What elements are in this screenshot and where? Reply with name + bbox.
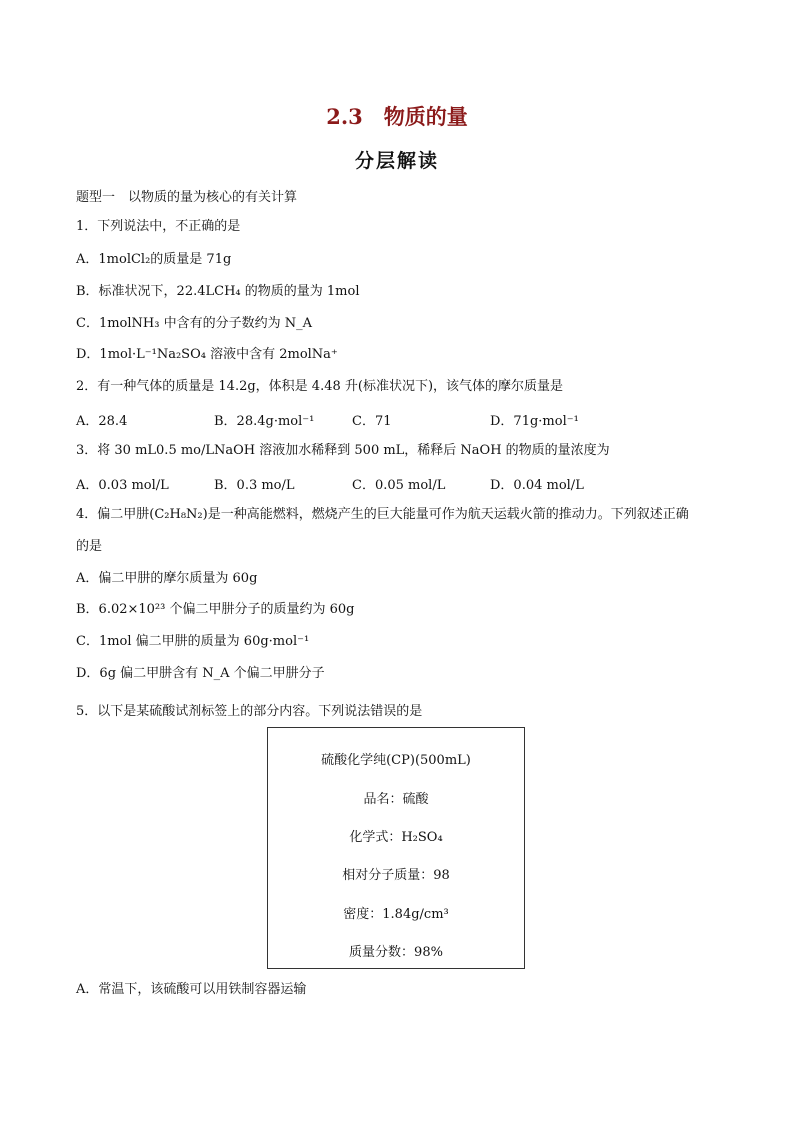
question-4-option-a: A．偏二甲肼的摩尔质量为 60g — [76, 571, 258, 586]
question-2-option-c: C．71 — [352, 414, 392, 429]
question-2-option-b: B．28.4g·mol⁻¹ — [214, 414, 315, 429]
label-line-molar-mass: 相对分子质量：98 — [342, 868, 450, 883]
question-1-option-d: D．1mol·L⁻¹Na₂SO₄ 溶液中含有 2molNa⁺ — [76, 347, 338, 362]
reagent-label-box — [267, 727, 525, 969]
question-1-option-b: B．标准状况下，22.4LCH₄ 的物质的量为 1mol — [76, 284, 360, 299]
question-5-option-a: A．常温下，该硫酸可以用铁制容器运输 — [76, 982, 307, 997]
section-title: 题型一 以物质的量为核心的有关计算 — [76, 190, 298, 205]
label-line-formula: 化学式：H₂SO₄ — [349, 830, 443, 845]
question-4-option-c: C．1mol 偏二甲肼的质量为 60g·mol⁻¹ — [76, 634, 310, 649]
question-3-stem: 3．将 30 mL0.5 mo/LNaOH 溶液加水稀释到 500 mL，稀释后 NaOH 的物质的量浓度为 — [76, 443, 610, 458]
question-2-option-a: A．28.4 — [76, 414, 128, 429]
page-subtitle: 分层解读 — [354, 150, 439, 172]
question-3-option-d: D．0.04 mol/L — [490, 478, 584, 493]
question-4-option-d: D．6g 偏二甲肼含有 N_A 个偏二甲肼分子 — [76, 666, 325, 681]
label-line-mass-fraction: 质量分数：98% — [349, 945, 443, 960]
label-line-name: 品名：硫酸 — [363, 792, 429, 807]
question-1-option-c: C．1molNH₃ 中含有的分子数约为 N_A — [76, 316, 312, 331]
question-3-option-c: C．0.05 mol/L — [352, 478, 446, 493]
label-line-grade: 硫酸化学纯(CP)(500mL) — [321, 753, 471, 768]
question-2-stem: 2．有一种气体的质量是 14.2g，体积是 4.48 升(标准状况下)，该气体的摩尔质量是 — [76, 379, 564, 394]
question-4-stem-continued: 的是 — [76, 539, 103, 554]
question-4-stem: 4．偏二甲肼(C₂H₈N₂)是一种高能燃料，燃烧产生的巨大能量可作为航天运载火箭的推动力。下列叙述正确 — [76, 507, 689, 522]
question-1-option-a: A．1molCl₂的质量是 71g — [76, 252, 232, 267]
page-title: 2.3 物质的量 — [326, 104, 468, 129]
question-4-option-b: B．6.02×10²³ 个偏二甲肼分子的质量约为 60g — [76, 602, 355, 617]
question-5-stem: 5．以下是某硫酸试剂标签上的部分内容。下列说法错误的是 — [76, 704, 423, 719]
question-2-option-d: D．71g·mol⁻¹ — [490, 414, 579, 429]
question-1-stem: 1．下列说法中，不正确的是 — [76, 219, 241, 234]
label-line-density: 密度：1.84g/cm³ — [343, 907, 449, 922]
question-3-option-b: B．0.3 mo/L — [214, 478, 295, 493]
question-3-option-a: A．0.03 mol/L — [76, 478, 169, 493]
